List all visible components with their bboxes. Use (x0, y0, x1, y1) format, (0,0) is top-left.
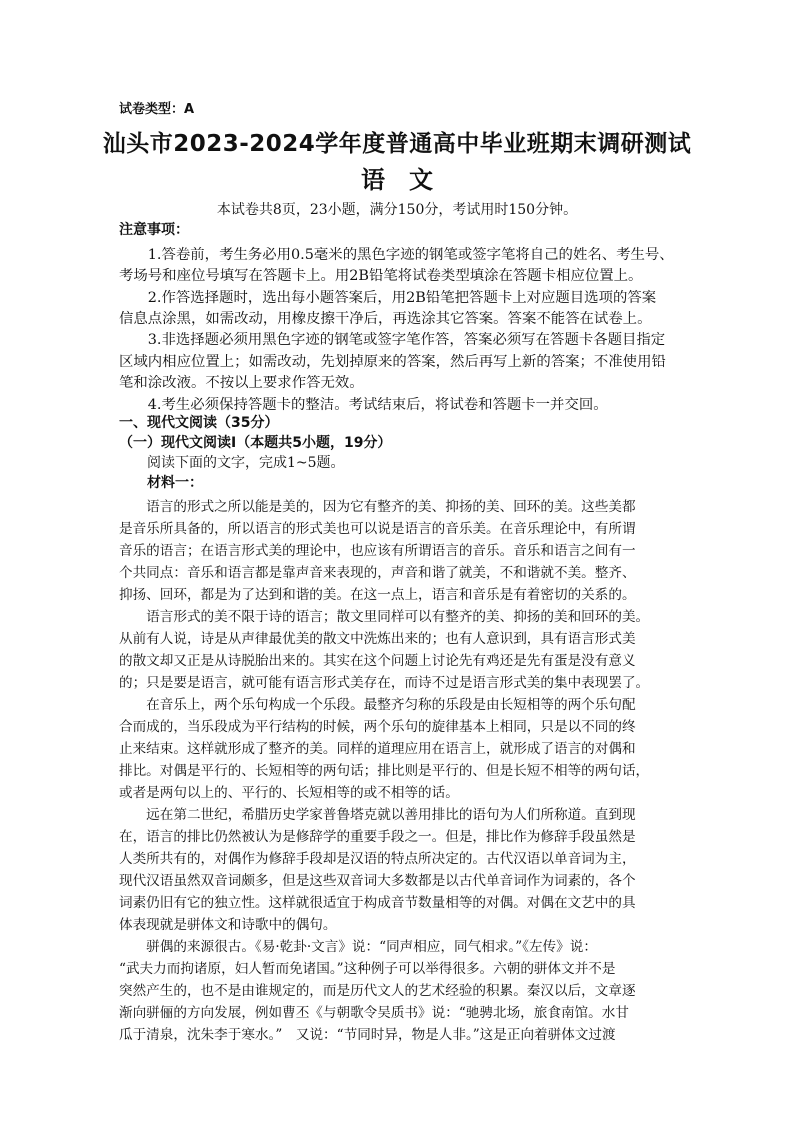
passage-line: 排比。对偶是平行的、长短相等的两句话；排比则是平行的、但是长短不相等的两句话， (119, 763, 650, 779)
notice-line: 4.考生必须保持答题卡的整洁。考试结束后，将试卷和答题卡一并交回。 (119, 397, 608, 413)
notice-line: 1.答卷前，考生务必用0.5毫米的黑色字迹的钢笔或签字笔将自己的姓名、考生号、 (119, 247, 674, 263)
section-instruction: 阅读下面的文字，完成1~5题。 (147, 455, 345, 471)
notice-line: 2.作答选择题时，选出每小题答案后，用2B铅笔把答题卡上对应题目选项的答案 (119, 290, 657, 306)
paper-type-label: 试卷类型：A (119, 102, 195, 117)
passage-line: 体表现就是骈体文和诗歌中的偶句。 (119, 917, 337, 933)
passage-line: 的；只是要是语言，就可能有语言形式美存在，而诗不过是语言形式美的集中表现罢了。 (119, 675, 650, 691)
passage-line: 骈偶的来源很古。《易·乾卦·文言》说：“同声相应，同气相求。”《左传》说： (119, 939, 597, 955)
passage-line: 从前有人说，诗是从声律最优美的散文中洗炼出来的；也有人意识到，具有语言形式美 (119, 631, 636, 647)
passage-line: 语言的形式之所以能是美的，因为它有整齐的美、抑扬的美、回环的美。这些美都 (119, 499, 636, 515)
passage-line: 渐向骈俪的方向发展，例如曹丕《与朝歌令吴质书》说：“驰骋北场，旅食南馆。水甘 (119, 1005, 629, 1021)
passage-line: 或者是两句以上的、平行的、长短相等的或不相等的话。 (119, 785, 459, 801)
notice-line: 3.非选择题必须用黑色字迹的钢笔或签字笔作答，答案必须写在答题卡各题目指定 (119, 332, 666, 348)
section-subheading: （一）现代文阅读Ⅰ（本题共5小题，19分） (119, 435, 392, 451)
section-heading: 一、现代文阅读（35分） (119, 415, 279, 431)
passage-line: 在音乐上，两个乐句构成一个乐段。最整齐匀称的乐段是由长短相等的两个乐句配 (119, 697, 636, 713)
material-label: 材料一： (147, 475, 203, 491)
passage-line: 现代汉语虽然双音词颇多，但是这些双音词大多数都是以古代单音词作为词素的，各个 (119, 873, 636, 889)
passage-line: 止来结束。这样就形成了整齐的美。同样的道理应用在语言上，就形成了语言的对偶和 (119, 741, 636, 757)
passage-line: 是音乐所具备的，所以语言的形式美也可以说是语言的音乐美。在音乐理论中，有所谓 (119, 521, 636, 537)
notice-line: 区域内相应位置上；如需改动，先划掉原来的答案，然后再写上新的答案；不准使用铅 (119, 354, 666, 370)
passage-line: 合而成的，当乐段成为平行结构的时候，两个乐句的旋律基本上相同，只是以不同的终 (119, 719, 636, 735)
passage-line: 人类所共有的，对偶作为修辞手段却是汉语的特点所决定的。古代汉语以单音词为主， (119, 851, 636, 867)
passage-line: 音乐的语言；在语言形式美的理论中，也应该有所谓语言的音乐。音乐和语言之间有一 (119, 543, 636, 559)
notice-line: 信息点涂黑，如需改动，用橡皮擦干净后，再选涂其它答案。答案不能答在试卷上。 (119, 311, 652, 327)
passage-line: 瓜于清泉，沈朱李于寒水。” 又说：“节同时异，物是人非。”这是正向着骈体文过渡 (119, 1027, 616, 1043)
notice-line: 笔和涂改液。不按以上要求作答无效。 (119, 375, 364, 391)
notice-line: 考场号和座位号填写在答题卡上。用2B铅笔将试卷类型填涂在答题卡相应位置上。 (119, 268, 643, 284)
exam-title: 汕头市2023-2024学年度普通高中毕业班期末调研测试 (102, 131, 692, 157)
passage-line: 语言形式的美不限于诗的语言；散文里同样可以有整齐的美、抑扬的美和回环的美。 (119, 609, 650, 625)
subject-title: 语 文 (361, 166, 433, 194)
passage-line: 的散文却又正是从诗脱胎出来的。其实在这个问题上讨论先有鸡还是先有蛋是没有意义 (119, 653, 636, 669)
passage-line: 在，语言的排比仍然被认为是修辞学的重要手段之一。但是，排比作为修辞手段虽然是 (119, 829, 636, 845)
passage-line: “武夫力而拘诸原，妇人暂而免诸国。”这种例子可以举得很多。六朝的骈体文并不是 (119, 961, 616, 977)
passage-line: 突然产生的，也不是由谁规定的，而是历代文人的艺术经验的积累。秦汉以后，文章逐 (119, 983, 636, 999)
passage-line: 远在第二世纪，希腊历史学家普鲁塔克就以善用排比的语句为人们所称道。直到现 (119, 807, 636, 823)
exam-info: 本试卷共8页，23小题，满分150分，考试用时150分钟。 (216, 202, 578, 218)
notice-heading: 注意事项： (119, 222, 189, 238)
passage-line: 词素仍旧有它的独立性。这样就很适宜于构成音节数量相等的对偶。对偶在文艺中的具 (119, 895, 636, 911)
passage-line: 抑扬、回环，都是为了达到和谐的美。在这一点上，语言和音乐是有着密切的关系的。 (119, 587, 636, 603)
passage-line: 个共同点：音乐和语言都是靠声音来表现的，声音和谐了就美，不和谐就不美。整齐、 (119, 565, 636, 581)
